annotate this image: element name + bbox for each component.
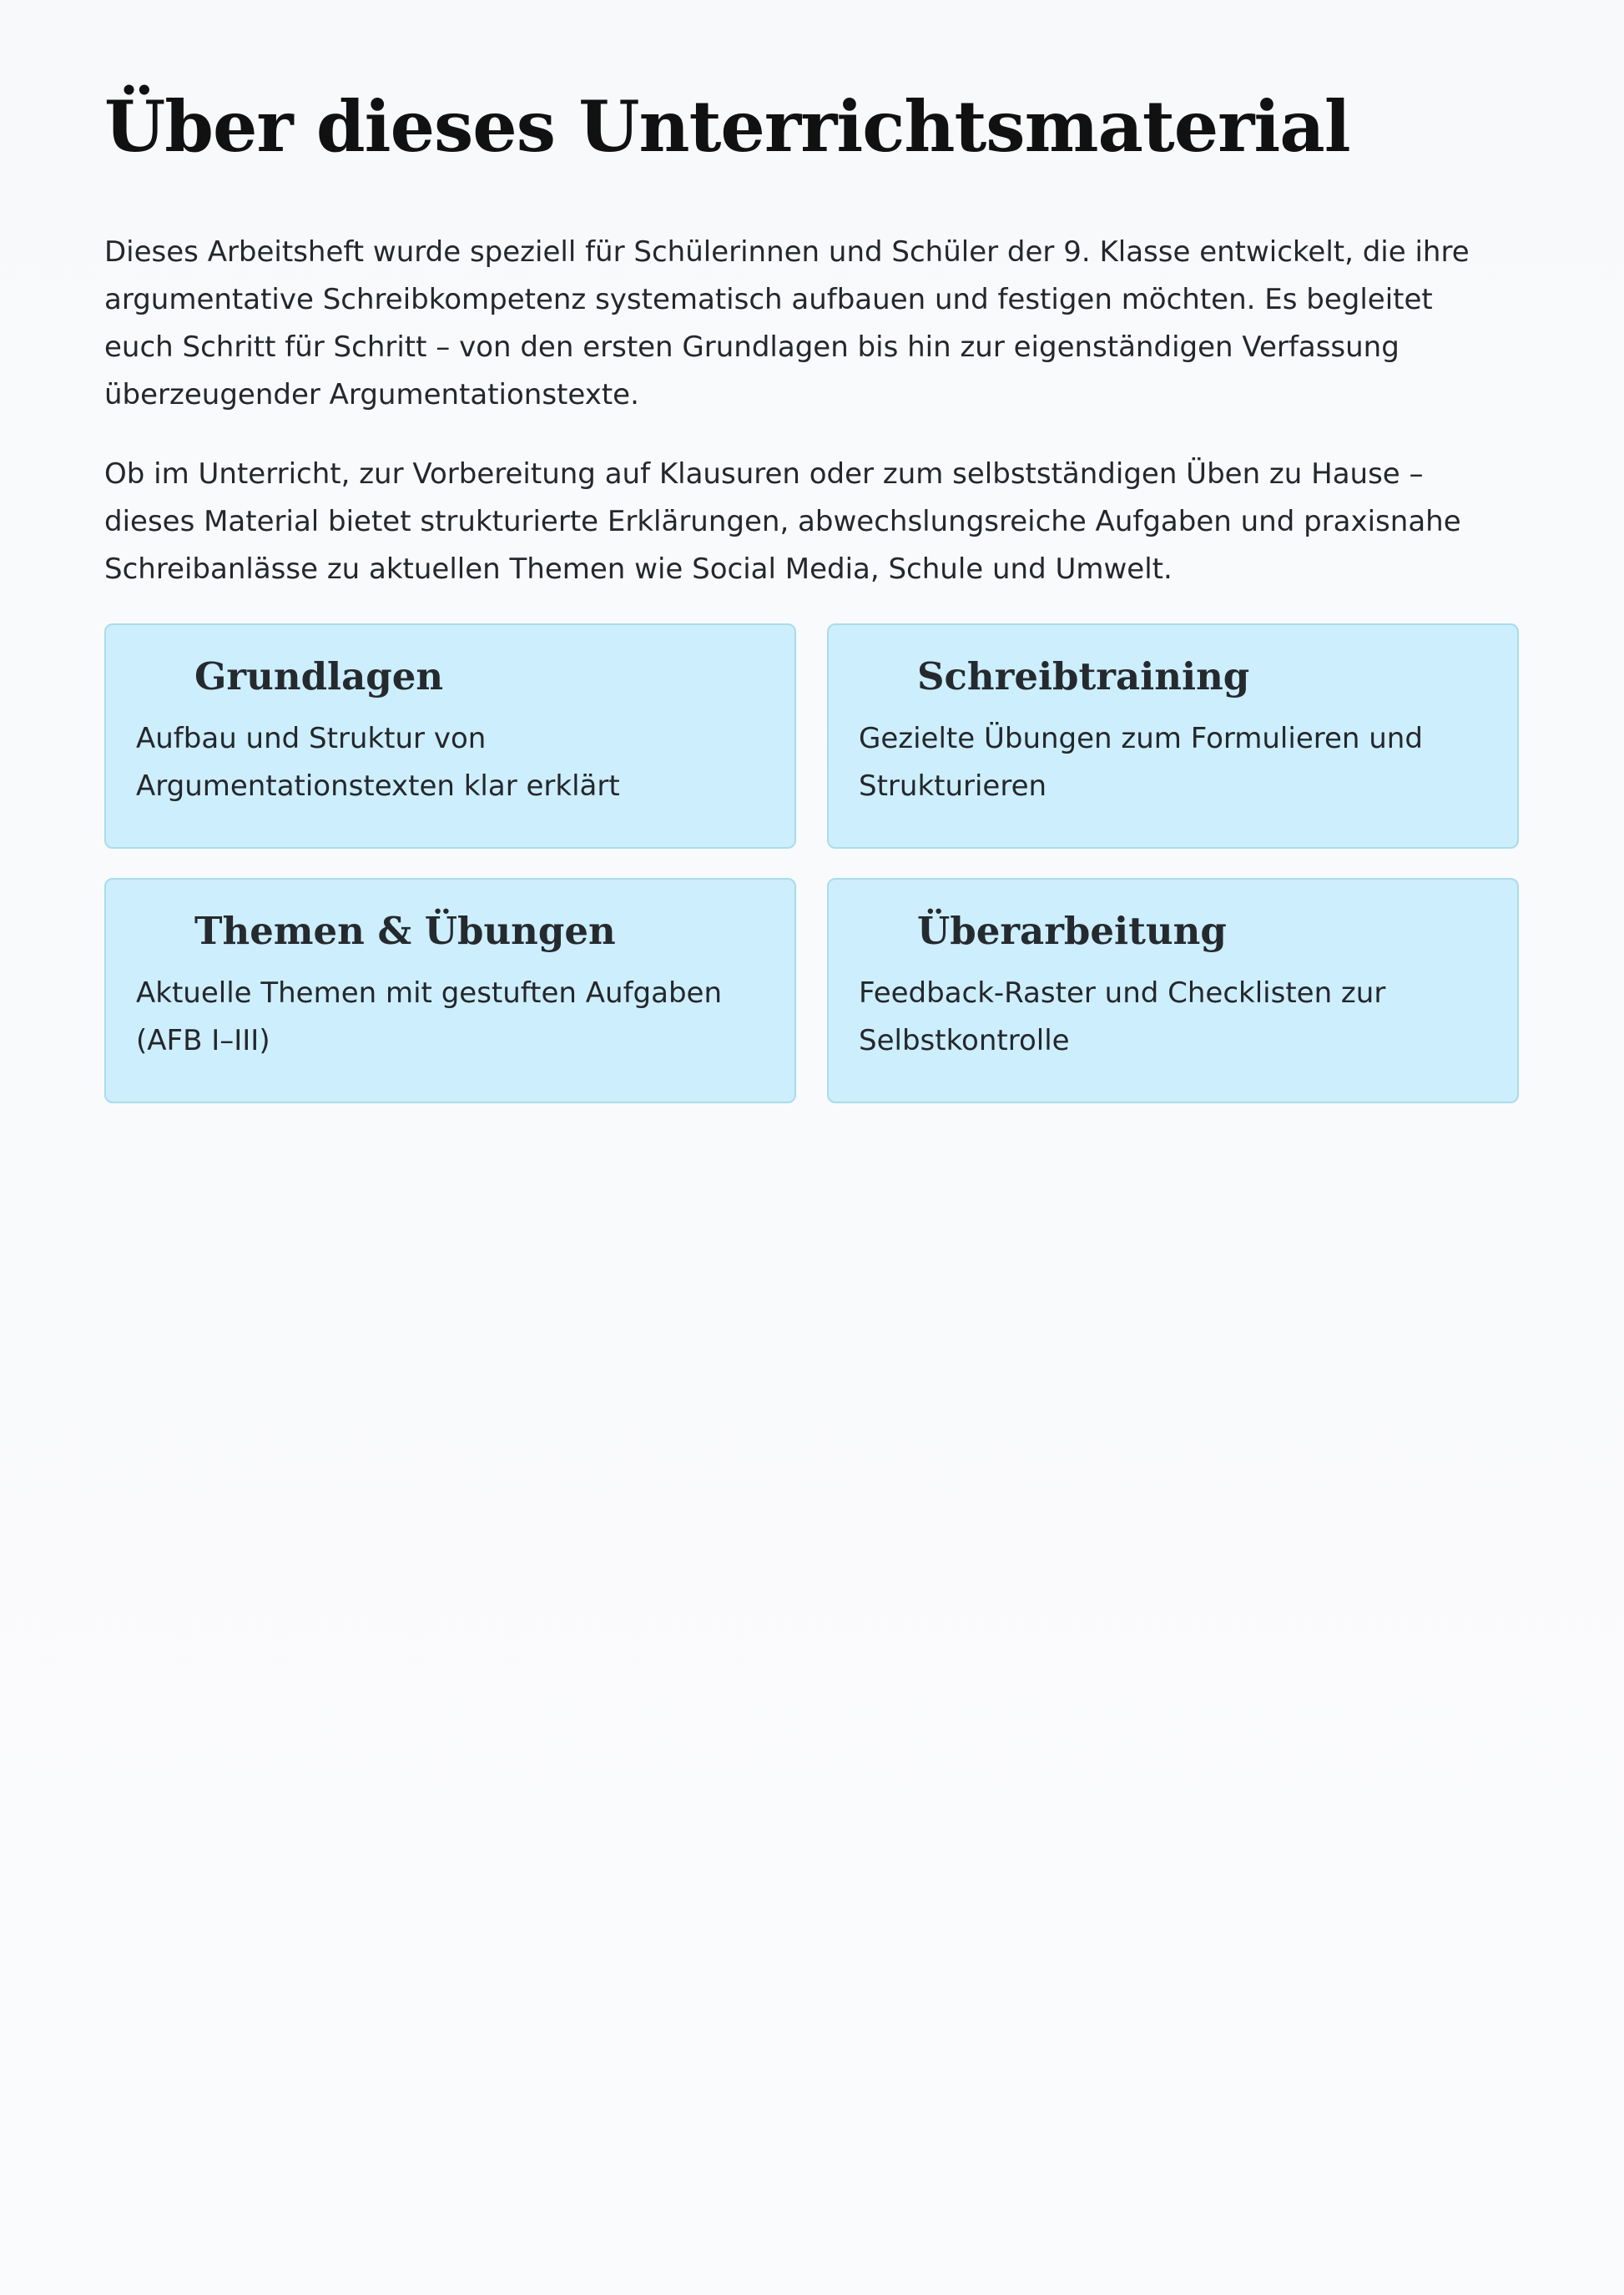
intro-paragraph-1: Dieses Arbeitsheft wurde speziell für Schülerinnen und Schüler der 9. Klasse entwickelt, die ihre argumentative Schreibkompetenz systematisch aufbauen und festigen möchten. Es begleitet euch Schritt für Schritt – von den ersten Grundlagen bis hin zur eigenständigen Verfassung überzeugender Argumentationstexte. [104,235,1470,411]
feature-card-title: Schreibtraining [917,654,1250,699]
feature-card-ueberarbeitung [827,878,1519,1103]
feature-card-header [859,908,1487,955]
intro-paragraph-2: Ob im Unterricht, zur Vorbereitung auf Klausuren oder zum selbstständigen Üben zu Hause – dieses Material bietet strukturierte Erklärungen, abwechslungsreiche Aufgaben und praxisnahe Schreibanlässe zu aktuellen Themen wie Social Media, Schule und Umwelt. [104,457,1461,586]
feature-card-text: Gezielte Übungen zum Formulieren und Strukturieren [859,722,1423,803]
blank-icon-space [136,908,194,955]
feature-card-header [859,653,1487,700]
feature-card-title: Grundlagen [194,654,444,699]
feature-card-title: Themen & Übungen [194,909,616,953]
blank-icon-space [136,653,194,700]
feature-card-grid [104,623,1520,1103]
feature-card-header [136,653,764,700]
introduction-section [104,229,1520,593]
feature-card-text: Feedback-Raster und Checklisten zur Selbstkontrolle [859,976,1386,1057]
blank-icon-space [859,908,917,955]
feature-card-grundlagen [104,623,796,849]
page-title: Über dieses Unterrichtsmaterial [104,85,1350,168]
blank-icon-space [859,653,917,700]
feature-card-header [136,908,764,955]
feature-card-text: Aktuelle Themen mit gestuften Aufgaben (AFB I–III) [136,976,723,1057]
feature-card-schreibtraining [827,623,1519,849]
feature-card-title: Überarbeitung [917,909,1227,953]
feature-card-themen-uebungen [104,878,796,1103]
feature-card-text: Aufbau und Struktur von Argumentationstexten klar erklärt [136,722,620,803]
